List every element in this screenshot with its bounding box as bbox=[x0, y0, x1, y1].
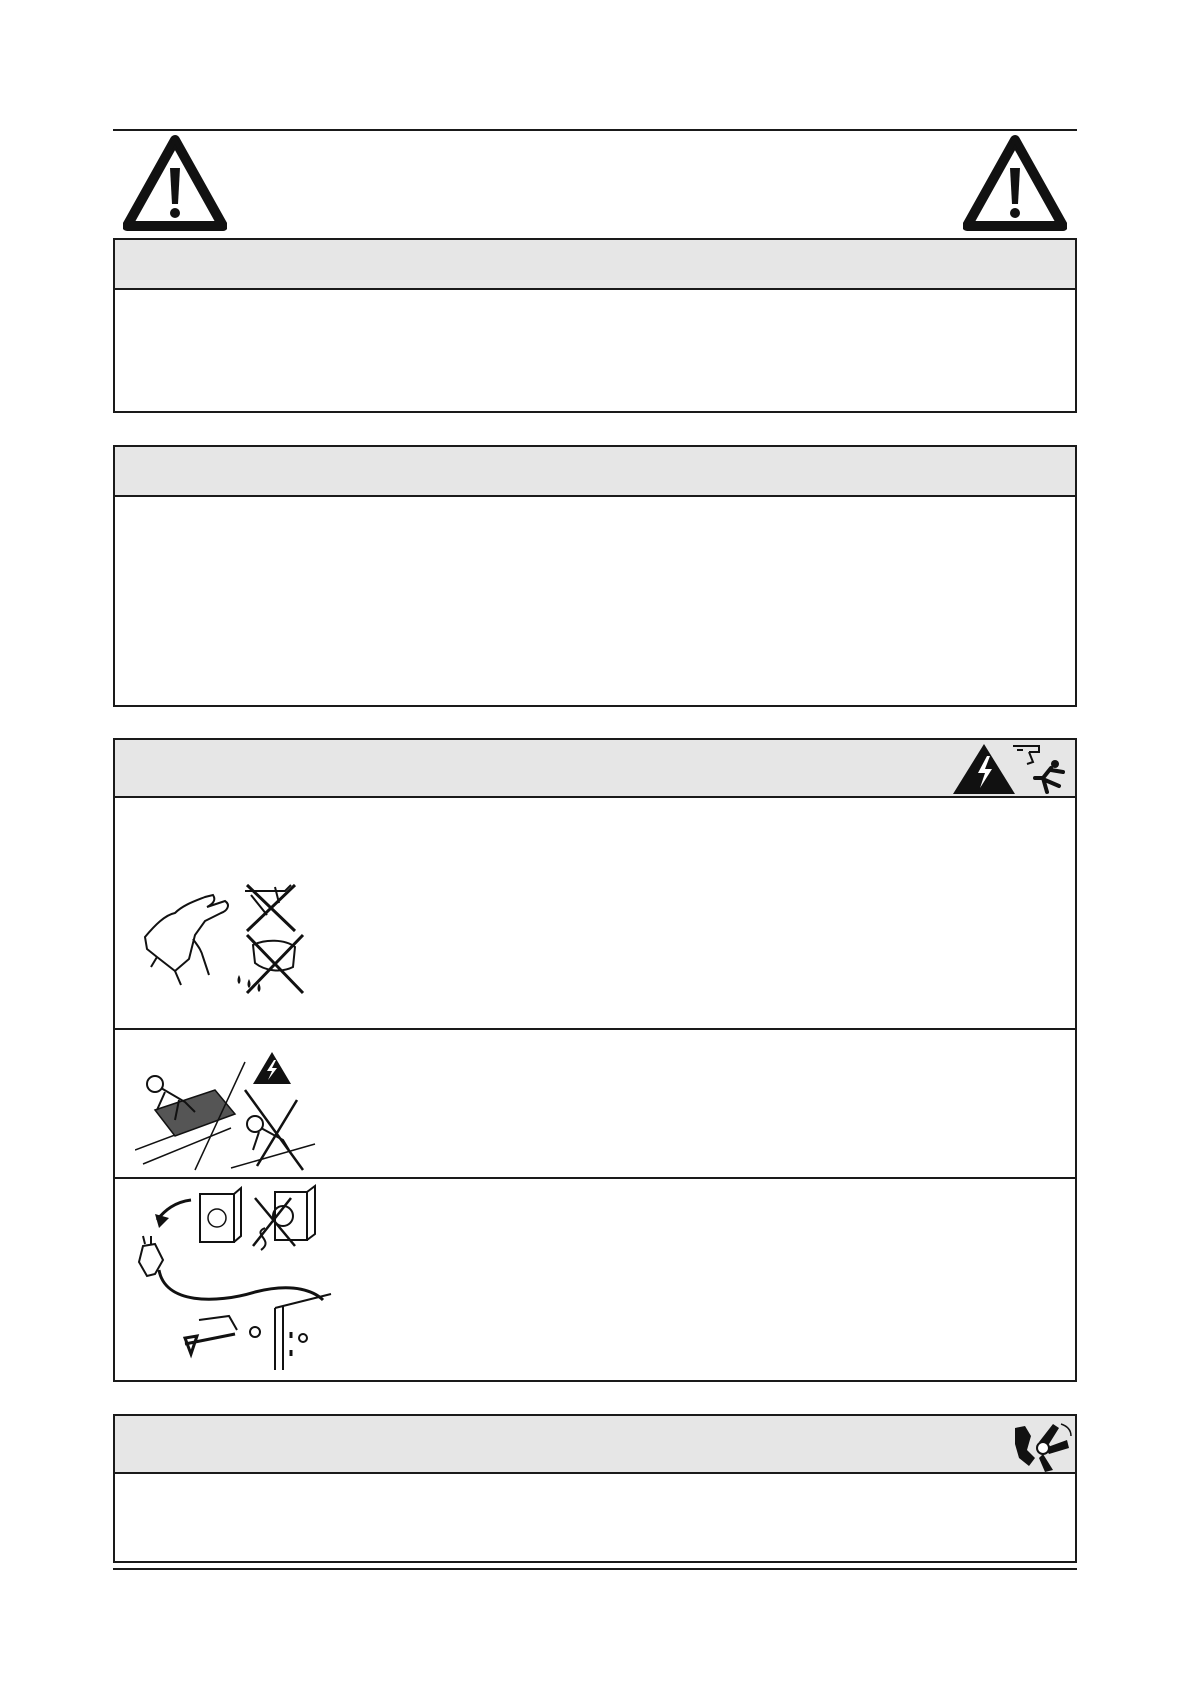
unplug-before-service-illustration bbox=[125, 1184, 335, 1370]
electric-shock-row-divider bbox=[115, 1028, 1075, 1030]
electric-shock-header bbox=[115, 740, 1075, 798]
warning-triangle-icon bbox=[123, 134, 227, 232]
electric-shock-section-box bbox=[113, 738, 1077, 1382]
electric-shock-icon bbox=[951, 742, 1071, 796]
moving-parts-header bbox=[115, 1416, 1075, 1474]
insulating-mat-illustration bbox=[135, 1040, 325, 1172]
insulated-gloves-illustration bbox=[135, 875, 325, 995]
bottom-rule bbox=[113, 1568, 1077, 1570]
section-1-box bbox=[113, 238, 1077, 413]
top-rule bbox=[113, 129, 1077, 131]
section-2-header bbox=[115, 447, 1075, 497]
moving-parts-icon bbox=[1009, 1418, 1075, 1472]
moving-parts-section-box bbox=[113, 1414, 1077, 1563]
section-1-header bbox=[115, 240, 1075, 290]
electric-shock-row-divider bbox=[115, 1177, 1075, 1179]
warning-triangle-icon bbox=[963, 134, 1067, 232]
section-2-box bbox=[113, 445, 1077, 707]
